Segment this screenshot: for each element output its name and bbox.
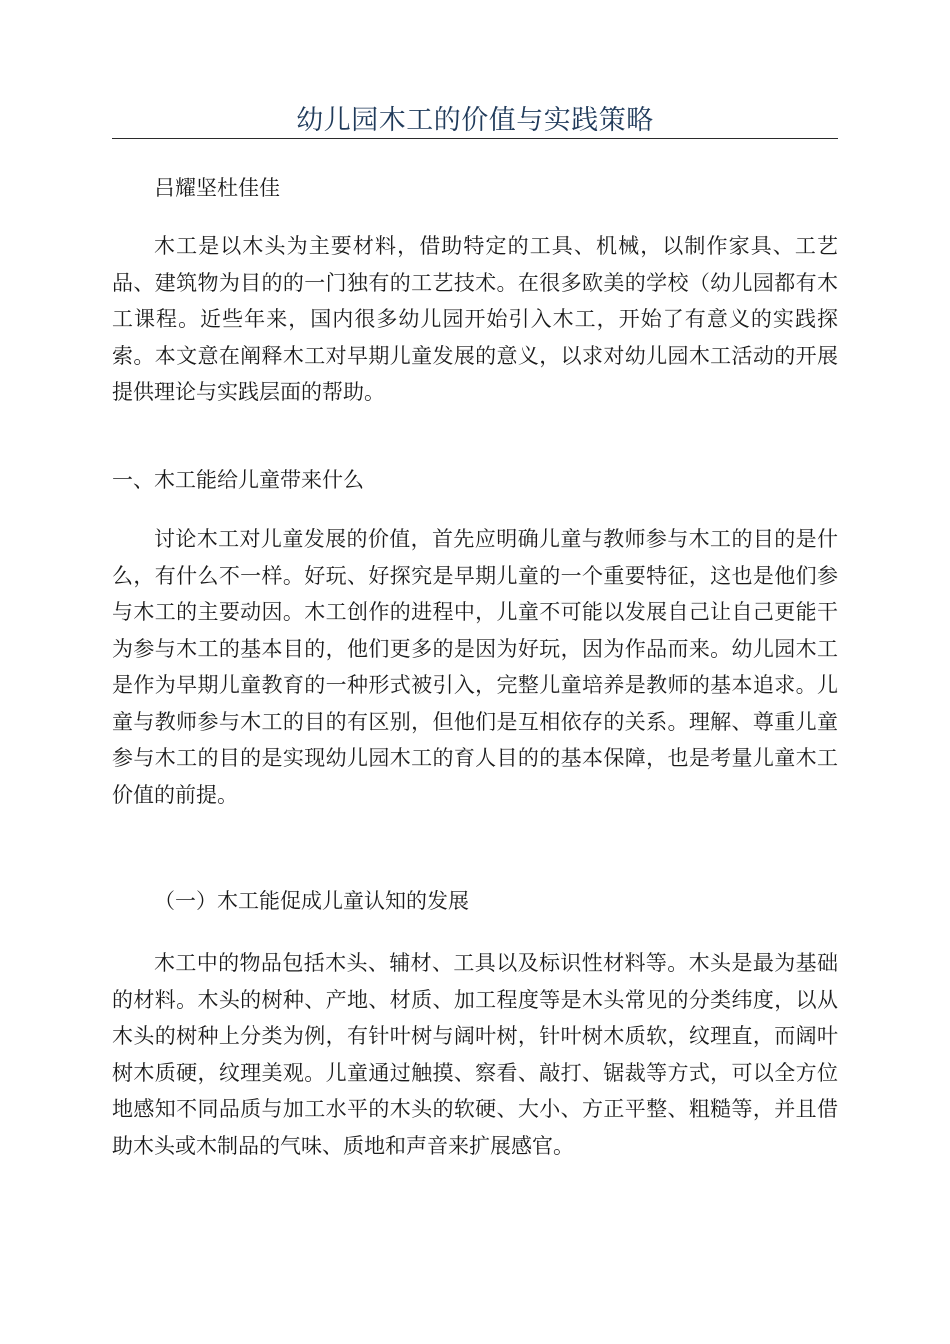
document-title: 幼儿园木工的价值与实践策略 — [296, 105, 654, 136]
subsection-paragraph: 木工中的物品包括木头、辅材、工具以及标识性材料等。木头是最为基础的材料。木头的树种、产地、材质、加工程度等是木头常见的分类纬度，以从木头的树种上分类为例，有针叶树与阔叶树，针叶树木质软，纹理直，而阔叶树木质硬，纹理美观。儿童通过触摸、察看、敲打、锯裁等方式，可以全方位地感知不同品质与加工水平的木头的软硬、大小、方正平整、粗糙等，并且借助木头或木制品的气味、质地和声音来扩展感官。 — [112, 951, 838, 1158]
title-underline — [112, 138, 838, 139]
intro-paragraph: 木工是以木头为主要材料，借助特定的工具、机械，以制作家具、工艺品、建筑物为目的的一门独有的工艺技术。在很多欧美的学校（幼儿园都有木工课程。近些年来，国内很多幼儿园开始引入木工，开始了有意义的实践探索。本文意在阐释木工对早期儿童发展的意义，以求对幼儿园木工活动的开展提供理论与实践层面的帮助。 — [112, 234, 838, 404]
section-paragraph: 讨论木工对儿童发展的价值，首先应明确儿童与教师参与木工的目的是什么，有什么不一样。好玩、好探究是早期儿童的一个重要特征，这也是他们参与木工的主要动因。木工创作的进程中，儿童不可能以发展自己让自己更能干为参与木工的基本目的，他们更多的是因为好玩，因为作品而来。幼儿园木工是作为早期儿童教育的一种形式被引入，完整儿童培养是教师的基本追求。儿童与教师参与木工的目的有区别，但他们是互相依存的关系。理解、尊重儿童参与木工的目的是实现幼儿园木工的育人目的的基本保障，也是考量儿童木工价值的前提。 — [112, 527, 838, 807]
section-heading: 一、木工能给儿童带来什么 — [112, 468, 364, 492]
subsection-heading: （一）木工能促成儿童认知的发展 — [154, 889, 469, 913]
author-line: 吕耀坚杜佳佳 — [154, 176, 280, 200]
